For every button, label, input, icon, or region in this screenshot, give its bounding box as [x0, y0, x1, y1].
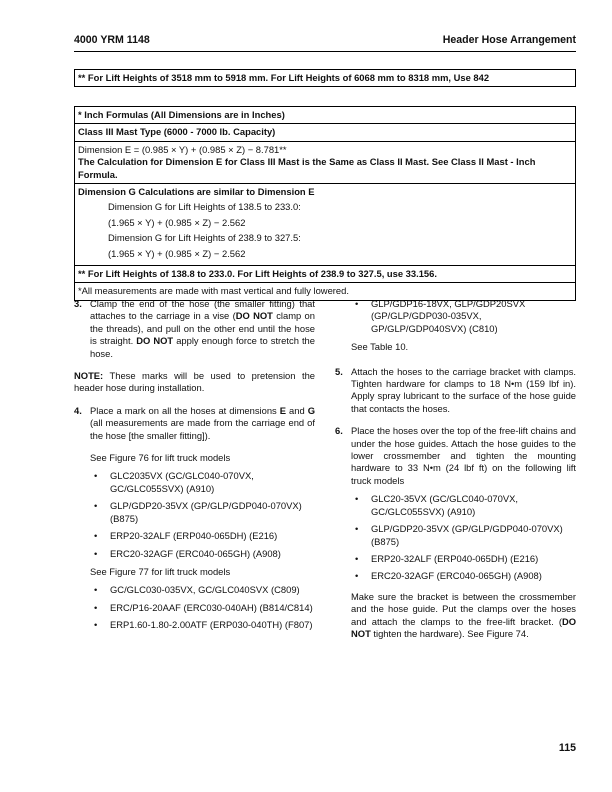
bullet: • — [355, 552, 359, 564]
dimension-e-note: The Calculation for Dimension E for Class III Mast is the Same as Class II Mast. See Class II Mast - Inch Formula. — [78, 156, 536, 180]
step-number: 4. — [74, 404, 82, 416]
section-title: Header Hose Arrangement — [442, 34, 576, 46]
dimension-g-line: Dimension G for Lift Heights of 238.9 to 327.5: — [108, 232, 301, 244]
list-item: • ERP20-32ALF (ERP040-065DH) (E216) — [355, 552, 539, 564]
step-5 — [335, 366, 576, 416]
lift-height-note: ** For Lift Heights of 138.8 to 233.0. For Lift Heights of 238.9 to 327.5, use 33.156. — [75, 266, 576, 283]
bullet: • — [355, 493, 359, 505]
step-6-model-list — [335, 493, 576, 582]
list-item: • ERC20-32AGF (ERC040-065GH) (A908) — [94, 547, 281, 559]
page-number: 115 — [558, 742, 576, 754]
dimension-g-line: (1.965 × Y) + (0.985 × Z) − 2.562 — [108, 247, 246, 259]
step-6-text: Place the hoses over the top of the free-lift chains and under the hose guides. Attach the hose guides to the lower crossmember and tighten the mounting hardware to 33 N•m (24 lbf ft) on the following lift truck models — [351, 425, 576, 486]
bullet: • — [94, 619, 98, 631]
step-6 — [335, 425, 576, 487]
dimension-e-cell — [75, 141, 576, 183]
mast-type: Class III Mast Type (6000 - 7000 lb. Capacity) — [75, 124, 576, 141]
formula-heading: * Inch Formulas (All Dimensions are in Inches) — [75, 107, 576, 124]
left-column — [74, 298, 315, 637]
list-item: • GLP/GDP20-35VX (GP/GLP/GDP040-070VX) (B875) — [355, 523, 563, 547]
document-id: 4000 YRM 1148 — [74, 34, 150, 46]
step-number: 5. — [335, 365, 343, 377]
bullet: • — [94, 601, 98, 613]
top-note: ** For Lift Heights of 3518 mm to 5918 mm. For Lift Heights of 6068 mm to 8318 mm, Use 842 — [75, 70, 576, 87]
step-3-text: Clamp the end of the hose (the smaller fitting) that attaches to the carriage in a vise (DO NOT clamp on the threads), and pull on the other end until the hose is straight. DO NOT apply enough force to stretch the hose. — [90, 298, 315, 359]
continued-model-list — [335, 298, 576, 335]
dimension-g-cell — [75, 184, 576, 266]
bullet: • — [94, 470, 98, 482]
figure-77-intro: See Figure 77 for lift truck models — [90, 565, 231, 577]
measurement-note: *All measurements are made with mast vertical and fully lowered. — [75, 283, 576, 300]
bullet: • — [94, 547, 98, 559]
note-label: NOTE: — [74, 370, 104, 382]
bullet: • — [355, 298, 359, 309]
figure-77-model-list — [74, 584, 315, 631]
top-note-box — [74, 69, 576, 87]
dimension-e-formula: Dimension E = (0.985 × Y) + (0.985 × Z) − 8.781** — [78, 143, 287, 155]
right-column — [335, 298, 576, 646]
list-item: • GLP/GDP16-18VX, GLP/GDP20SVX (GP/GLP/GDP030-035VX, GP/GLP/GDP040SVX) (C810) — [355, 298, 526, 334]
list-item: • ERP20-32ALF (ERP040-065DH) (E216) — [94, 530, 278, 542]
step-number: 3. — [74, 298, 82, 309]
bullet: • — [94, 500, 98, 512]
figure-76-intro: See Figure 76 for lift truck models — [90, 452, 231, 464]
list-item: • GLC20-35VX (GC/GLC040-070VX, GC/GLC055SVX) (A910) — [355, 493, 518, 517]
formula-table — [74, 106, 576, 301]
list-item: • ERC20-32AGF (ERC040-065GH) (A908) — [355, 570, 542, 582]
dimension-g-line: (1.965 × Y) + (0.985 × Z) − 2.562 — [108, 216, 246, 228]
step-number: 6. — [335, 425, 343, 437]
list-item: • ERC/P16-20AAF (ERC030-040AH) (B814/C814) — [94, 601, 313, 613]
bullet: • — [355, 570, 359, 582]
note-paragraph: NOTE: These marks will be used to pretension the header hose during installation. — [74, 370, 315, 394]
figure-76-model-list — [74, 470, 315, 559]
bullet: • — [94, 530, 98, 542]
step-4-text: Place a mark on all the hoses at dimensions E and G (all measurements are made from the carriage end of the hose [the smaller fitting]). — [90, 404, 315, 441]
step-4 — [74, 405, 315, 442]
dimension-g-heading: Dimension G Calculations are similar to Dimension E — [78, 186, 315, 198]
list-item: • GC/GLC030-035VX, GC/GLC040SVX (C809) — [94, 584, 300, 596]
step-5-text: Attach the hoses to the carriage bracket with clamps. Tighten hardware for clamps to 18 N•m (159 lbf in). Apply spray lubricant to the surface of the hose guide that contacts the hoses. — [351, 365, 576, 414]
bullet: • — [94, 584, 98, 596]
table-reference: See Table 10. — [351, 341, 409, 353]
dimension-g-line: Dimension G for Lift Heights of 138.5 to 233.0: — [108, 201, 301, 213]
list-item: • GLC2035VX (GC/GLC040-070VX, GC/GLC055SVX) (A910) — [94, 470, 254, 494]
closing-paragraph: Make sure the bracket is between the crossmember and the hose guide. Put the clamps over the hoses and attach the clamps to the free-lift bracket. (DO NOT tighten the hardware). See Figure 74. — [351, 590, 576, 639]
list-item: • GLP/GDP20-35VX (GP/GLP/GDP040-070VX) (B875) — [94, 500, 302, 524]
step-3 — [74, 298, 315, 360]
list-item: • ERP1.60-1.80-2.00ATF (ERP030-040TH) (F807) — [94, 619, 313, 631]
header-rule — [74, 51, 576, 52]
bullet: • — [355, 523, 359, 535]
